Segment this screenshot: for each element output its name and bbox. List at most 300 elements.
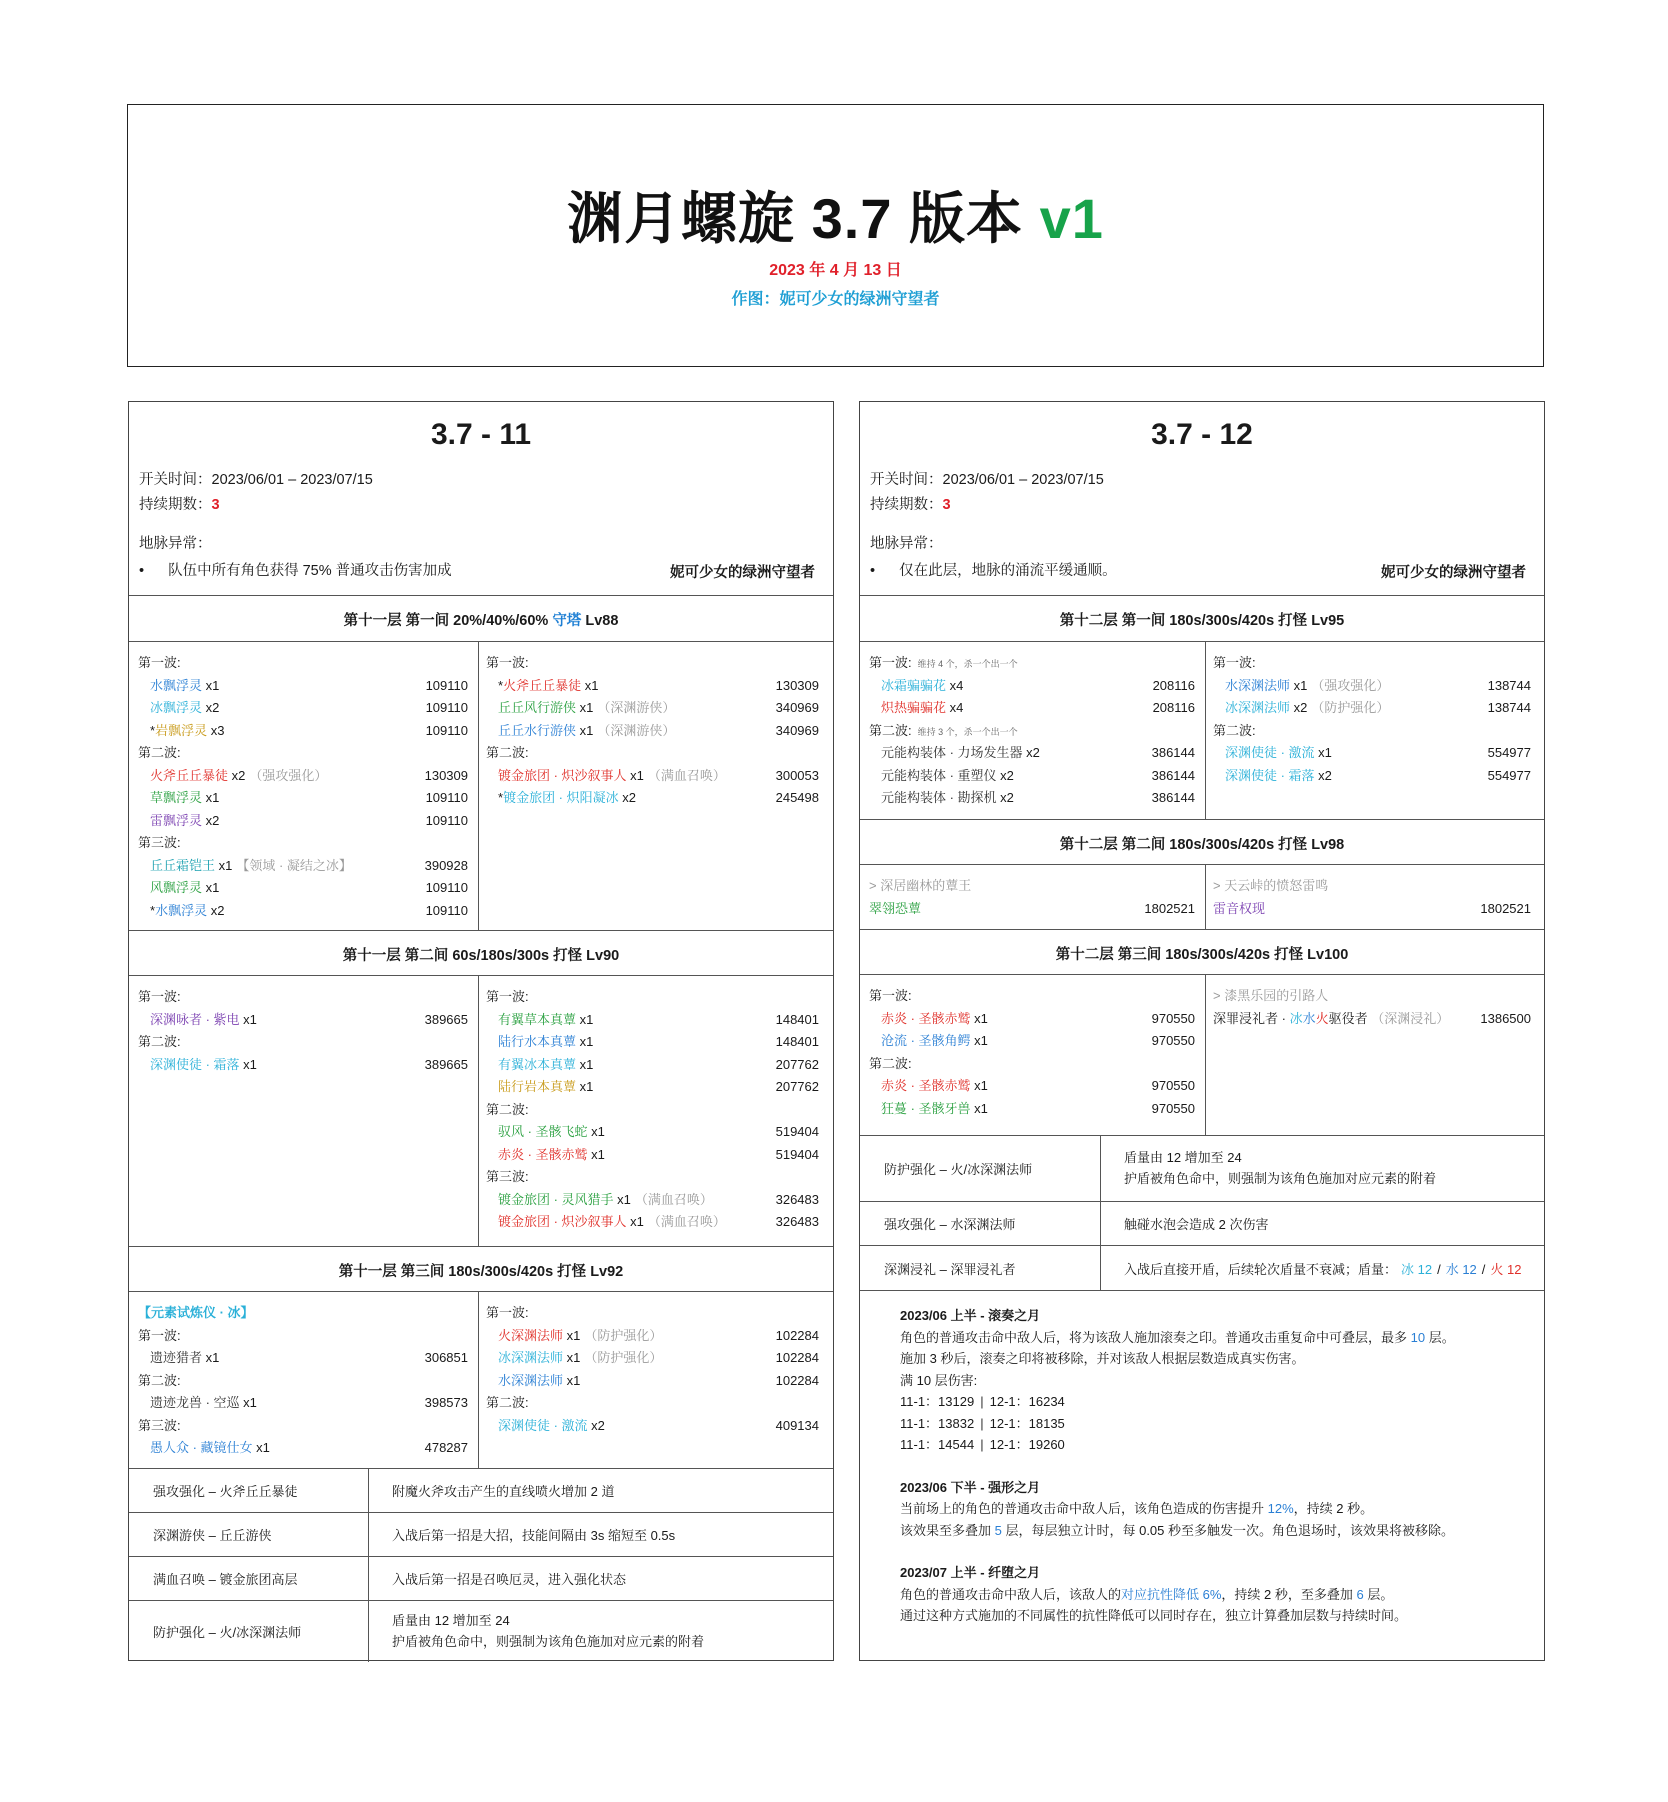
divider xyxy=(860,641,1544,642)
modifier-desc xyxy=(1124,1147,1436,1189)
enemy-count: x2 xyxy=(996,790,1014,805)
desc-line xyxy=(1124,1147,1436,1168)
enemy-note xyxy=(605,1124,609,1139)
enemy-row xyxy=(138,1009,468,1032)
chamber-12-3-title: 第十二层 第三间 180s/300s/420s 打怪 Lv100 xyxy=(1055,947,1349,963)
title-version: v1 xyxy=(1039,187,1104,250)
enemy-count: x1 xyxy=(252,1440,270,1455)
modifier-row xyxy=(129,1512,833,1556)
floor-11-panel xyxy=(128,401,834,1661)
desc-line xyxy=(1124,1259,1522,1280)
signature: 妮可少女的绿洲守望者 xyxy=(1381,565,1526,581)
wave-text: 第二波: xyxy=(869,722,912,738)
enemy-note xyxy=(988,1101,992,1116)
wave-label xyxy=(486,652,819,675)
shield-ice: 冰 12 xyxy=(1401,1261,1433,1277)
t: 层。 xyxy=(1363,1586,1394,1602)
divider xyxy=(129,641,833,642)
enemy-note xyxy=(1332,745,1336,760)
enemy-count: x1 xyxy=(563,1350,581,1365)
divider xyxy=(478,1291,479,1468)
enemy-count: x1 xyxy=(970,1033,988,1048)
sep: | xyxy=(980,1394,984,1409)
enemy-hp: 109110 xyxy=(425,722,468,738)
enemy-name: 火斧丘丘暴徒 xyxy=(150,767,229,783)
enemy-name: 冰霜骗骗花 xyxy=(881,677,947,693)
damage-row xyxy=(900,1391,1540,1413)
enemy-note xyxy=(988,1033,992,1048)
t: 该效果至多叠加 xyxy=(900,1522,995,1538)
enemy-row xyxy=(486,697,819,720)
open-label: 开关时间： xyxy=(870,472,943,488)
enemy-hp: 109110 xyxy=(425,790,468,805)
enemy-row xyxy=(869,675,1195,698)
enemy-name: 水深渊法师 xyxy=(1225,677,1291,693)
modifier-name: 强攻强化 – 水深渊法师 xyxy=(884,1217,1016,1232)
enemy-note xyxy=(224,903,228,918)
wave-label xyxy=(138,1325,468,1348)
enemy-hp: 970550 xyxy=(1151,1033,1195,1048)
modifier-row xyxy=(129,1556,833,1600)
modifier-row xyxy=(860,1245,1544,1290)
ley-item xyxy=(870,561,1117,581)
t: 角色的普通攻击命中敌人后，将为该敌人施加滚奏之印。普通攻击重复命中可叠层，最多 xyxy=(900,1329,1411,1345)
desc-text: 盾量由 12 增加至 24 xyxy=(392,1613,510,1628)
enemy-count: x2 xyxy=(1022,745,1040,760)
enemy-count: x2 xyxy=(207,902,225,918)
enemy-note xyxy=(219,700,223,715)
enemy-count: x4 xyxy=(946,700,964,715)
enemy-note xyxy=(593,1034,597,1049)
fire-mark: 火 xyxy=(1315,1010,1329,1026)
damage-row xyxy=(900,1434,1540,1456)
enemy-note xyxy=(636,790,640,805)
wave-label xyxy=(869,985,1195,1008)
wave-text: 第一波: xyxy=(486,989,529,1004)
modifier-desc xyxy=(392,1610,704,1652)
modifier-name: 深渊浸礼 – 深罪浸礼者 xyxy=(884,1261,1016,1277)
t: 当前场上的角色的普通攻击命中敌人后，该角色造成的伤害提升 xyxy=(900,1501,1268,1516)
enemy-name: 丘丘水行游侠 xyxy=(498,722,577,738)
enemy-count: x2 xyxy=(228,767,246,783)
enemy-row xyxy=(486,765,819,788)
modifier-name: 防护强化 – 火/冰深渊法师 xyxy=(153,1625,302,1640)
enemy-note xyxy=(257,1057,261,1072)
enemy-row xyxy=(869,1008,1195,1031)
enemy-note xyxy=(257,1395,261,1410)
shield-fire: 火 12 xyxy=(1490,1261,1522,1277)
chamber-12-2-left xyxy=(869,875,1195,920)
divider xyxy=(129,930,833,931)
enemy-note xyxy=(580,1373,584,1388)
enemy-row xyxy=(486,1325,819,1348)
chamber-11-2-left xyxy=(138,986,468,1076)
enemy-name: 火斧丘丘暴徒 xyxy=(503,677,582,693)
dur-value: 3 xyxy=(211,497,220,513)
ley-text: 队伍中所有角色获得 75% 普通攻击伤害加成 xyxy=(168,563,452,579)
desc-text: 附魔火斧攻击产生的直线喷火增加 2 道 xyxy=(392,1484,615,1499)
bullet: • xyxy=(870,563,876,579)
enemy-note: （深渊浸礼） xyxy=(1371,1010,1450,1026)
boss-subtitle: > 漆黑乐园的引路人 xyxy=(1213,988,1329,1003)
enemy-count: x1 xyxy=(215,857,233,873)
enemy-count: x1 xyxy=(587,1146,605,1162)
wave-label xyxy=(138,1031,468,1054)
open-label: 开关时间： xyxy=(139,472,212,488)
enemy-hp: 102284 xyxy=(775,1372,819,1388)
desc-text: 入战后第一招是召唤厄灵，进入强化状态 xyxy=(392,1572,627,1587)
dur-value: 3 xyxy=(942,497,951,513)
enemy-count: x2 xyxy=(202,812,220,828)
enemy-name: 雷飘浮灵 xyxy=(150,812,203,828)
divider xyxy=(860,974,1544,975)
enemy-count: x1 xyxy=(576,722,594,738)
enemy-hp: 109110 xyxy=(425,902,468,918)
bullet: • xyxy=(139,563,145,579)
enemy-hp: 340969 xyxy=(775,700,819,715)
enemy-count: x2 xyxy=(618,790,636,805)
dmg-12: 12-1：16234 xyxy=(989,1394,1065,1409)
wave-label xyxy=(486,742,819,765)
signature: 妮可少女的绿洲守望者 xyxy=(670,565,815,581)
desc-line xyxy=(392,1569,626,1590)
moon-blessings xyxy=(900,1305,1540,1627)
wave-text: 第二波: xyxy=(1213,722,1256,738)
enemy-note: （满血召唤） xyxy=(647,1214,726,1229)
enemy-note xyxy=(257,1012,261,1027)
enemy-hp: 554977 xyxy=(1487,767,1531,783)
enemy-count: x1 xyxy=(970,1078,988,1093)
ley-text: 仅在此层，地脉的涌流平缓通顺。 xyxy=(899,563,1117,579)
enemy-note xyxy=(270,1440,274,1455)
enemy-row xyxy=(486,1009,819,1032)
moon-1-line-2: 施加 3 秒后，滚奏之印将被移除，并对该敌人根据层数造成真实伤害。 xyxy=(900,1351,1305,1366)
open-time xyxy=(870,470,1104,490)
enemy-row xyxy=(486,1121,819,1144)
modifier-name: 满血召唤 – 镀金旅团高层 xyxy=(153,1572,298,1587)
modifier-desc xyxy=(392,1569,626,1590)
enemy-count: x1 xyxy=(576,1034,594,1049)
enemy-count: x1 xyxy=(239,1395,257,1410)
enemy-count: x1 xyxy=(563,1327,581,1343)
enemy-note xyxy=(593,1079,597,1094)
t-num: 6 xyxy=(1356,1586,1364,1602)
desc-text: 入战后第一招是大招，技能间隔由 3s 缩短至 0.5s xyxy=(392,1528,676,1543)
enemy-row xyxy=(486,1031,819,1054)
open-value: 2023/06/01 – 2023/07/15 xyxy=(211,472,373,488)
enemy-name: 冰飘浮灵 xyxy=(150,700,203,715)
enemy-name-end: 驱役者 xyxy=(1328,1010,1368,1026)
chamber-11-1-left xyxy=(138,652,468,922)
modifier-name: 深渊游侠 – 丘丘游侠 xyxy=(153,1528,272,1543)
divider xyxy=(860,864,1544,865)
t: 角色的普通攻击命中敌人后，该敌人的 xyxy=(900,1586,1122,1602)
enemy-note xyxy=(963,678,967,693)
chamber-11-2-title: 第十一层 第二间 60s/180s/300s 打怪 Lv90 xyxy=(342,948,620,964)
enemy-hp: 306851 xyxy=(424,1350,468,1365)
enemy-row xyxy=(869,898,1195,921)
enemy-star: * xyxy=(498,790,504,805)
enemy-name: 陆行水本真蕈 xyxy=(498,1034,577,1049)
enemy-row xyxy=(138,765,468,788)
wave-text: 第一波: xyxy=(486,655,529,670)
enemy-count: x1 xyxy=(576,700,594,715)
enemy-count: x4 xyxy=(946,677,964,693)
enemy-note xyxy=(224,723,228,738)
divider xyxy=(860,929,1544,930)
divider xyxy=(1205,864,1206,929)
enemy-count: x1 xyxy=(613,1191,631,1207)
modifier-name: 防护强化 – 火/冰深渊法师 xyxy=(884,1162,1033,1177)
t-b: 守塔 xyxy=(552,613,582,629)
enemy-row xyxy=(1213,742,1531,765)
modifier-row xyxy=(129,1468,833,1512)
enemy-name: 深罪浸礼者 · xyxy=(1213,1010,1290,1026)
enemy-name: 镀金旅团 · 炽沙叙事人 xyxy=(498,767,627,783)
divider xyxy=(1205,974,1206,1135)
enemy-count: x1 xyxy=(576,1011,594,1027)
wave-label xyxy=(138,832,468,855)
enemy-note xyxy=(593,1057,597,1072)
floor-12-panel xyxy=(859,401,1545,1661)
header-date: 2023 年 4 月 13 日 xyxy=(769,262,902,279)
enemy-note xyxy=(1014,790,1018,805)
ice-mark: 冰 xyxy=(1289,1010,1303,1026)
enemy-row xyxy=(869,742,1195,765)
wave-label xyxy=(138,652,468,675)
enemy-note xyxy=(219,1350,223,1365)
chamber-12-3-left xyxy=(869,985,1195,1120)
enemy-note xyxy=(605,1418,609,1433)
t: ，持续 2 秒，至多叠加 xyxy=(1221,1586,1357,1602)
enemy-row xyxy=(1213,765,1531,788)
enemy-row xyxy=(486,720,819,743)
enemy-name: 陆行岩本真蕈 xyxy=(498,1079,577,1094)
enemy-row xyxy=(138,787,468,810)
enemy-row xyxy=(138,720,468,743)
chamber-12-2-title: 第十二层 第二间 180s/300s/420s 打怪 Lv98 xyxy=(1059,837,1345,853)
wave-label xyxy=(1213,652,1531,675)
dmg-12: 12-1：19260 xyxy=(989,1437,1065,1452)
enemy-hp: 398573 xyxy=(424,1395,468,1410)
desc-text: 触碰水泡会造成 2 次伤害 xyxy=(1124,1217,1269,1232)
enemy-hp: 519404 xyxy=(775,1146,819,1162)
enemy-name: 水飘浮灵 xyxy=(155,902,208,918)
enemy-name: 水飘浮灵 xyxy=(150,677,203,693)
page-title xyxy=(128,175,1543,255)
enemy-row xyxy=(486,1347,819,1370)
enemy-hp: 1802521 xyxy=(1480,900,1531,916)
enemy-note: （深渊游侠） xyxy=(597,722,676,738)
wave-text: 第一波: xyxy=(138,1327,181,1343)
enemy-name: 深渊使徒 · 激流 xyxy=(498,1417,588,1433)
enemy-hp: 478287 xyxy=(424,1440,468,1455)
enemy-row xyxy=(138,855,468,878)
enemy-row xyxy=(869,787,1195,810)
enemy-hp: 389665 xyxy=(424,1011,468,1027)
enemy-name: 元能构装体 · 力场发生器 xyxy=(881,745,1023,760)
enemy-count: x1 xyxy=(239,1056,257,1072)
dur-label: 持续期数： xyxy=(870,497,943,513)
enemy-row xyxy=(138,1392,468,1415)
enemy-hp: 386144 xyxy=(1151,767,1195,783)
enemy-hp: 130309 xyxy=(775,677,819,693)
wave-text: 第二波: xyxy=(486,1395,529,1410)
enemy-count: x1 xyxy=(626,767,644,783)
enemy-hp: 300053 xyxy=(775,767,819,783)
wave-label xyxy=(486,1302,819,1325)
t: 层。 xyxy=(1425,1329,1455,1345)
enemy-row xyxy=(486,1189,819,1212)
modifier-desc xyxy=(1124,1259,1522,1280)
enemy-name: 深渊咏者 · 紫电 xyxy=(150,1011,240,1027)
enemy-note xyxy=(605,1147,609,1162)
enemy-name: 愚人众 · 藏镜仕女 xyxy=(150,1440,253,1455)
wave-text: 第一波: xyxy=(486,1305,529,1320)
enemy-name: 水深渊法师 xyxy=(498,1372,564,1388)
t-hl: 对应抗性降低 6% xyxy=(1121,1586,1222,1602)
chamber-12-1-title: 第十二层 第一间 180s/300s/420s 打怪 Lv95 xyxy=(1059,613,1345,629)
wave-label xyxy=(486,1099,819,1122)
moon-1-line-3: 满 10 层伤害: xyxy=(900,1372,978,1388)
enemy-note xyxy=(988,1078,992,1093)
moon-1-line xyxy=(900,1327,1540,1349)
moon-2-line xyxy=(900,1498,1540,1520)
t-num: 12% xyxy=(1267,1501,1294,1516)
enemy-name: 驭风 · 圣骸飞蛇 xyxy=(498,1124,588,1139)
enemy-name: 沧流 · 圣骸角鳄 xyxy=(881,1033,971,1048)
divider xyxy=(860,1290,1544,1291)
enemy-hp: 245498 xyxy=(775,790,819,805)
divider xyxy=(129,595,833,596)
enemy-count: x1 xyxy=(202,880,220,895)
enemy-hp: 109110 xyxy=(425,700,468,715)
enemy-row xyxy=(486,1076,819,1099)
enemy-count: x1 xyxy=(626,1214,644,1229)
wave-label xyxy=(138,1370,468,1393)
enemy-name: 元能构装体 · 重塑仪 xyxy=(881,767,997,783)
enemy-note xyxy=(219,790,223,805)
duration xyxy=(870,495,951,515)
enemy-hp: 109110 xyxy=(425,677,468,693)
enemy-count: x2 xyxy=(996,767,1014,783)
chamber-11-1-right xyxy=(486,652,819,810)
t: 层，每层独立计时，每 0.05 秒至多触发一次。角色退场时，该效果将被移除。 xyxy=(1001,1522,1454,1538)
desc-line xyxy=(392,1481,614,1502)
modifier-desc xyxy=(1124,1214,1268,1235)
enemy-row xyxy=(869,1030,1195,1053)
enemy-count: x1 xyxy=(202,677,220,693)
enemy-row xyxy=(486,787,819,810)
enemy-count: x1 xyxy=(576,1056,594,1072)
trial-name: 【元素试炼仪 · 冰】 xyxy=(138,1305,254,1320)
enemy-name: 镀金旅团 · 灵风猎手 xyxy=(498,1191,614,1207)
t-a: 第十一层 第一间 20%/40%/60% xyxy=(343,613,553,629)
t-num: 10 xyxy=(1410,1329,1426,1345)
enemy-name: 赤炎 · 圣骸赤鹫 xyxy=(881,1010,971,1026)
desc-line xyxy=(392,1610,704,1631)
desc-line-2: 护盾被角色命中，则强制为该角色施加对应元素的附着 xyxy=(1124,1171,1437,1186)
wave-label xyxy=(138,742,468,765)
enemy-star: * xyxy=(150,722,156,738)
enemy-note xyxy=(988,1011,992,1026)
enemy-hp: 970550 xyxy=(1151,1010,1195,1026)
ley-label: 地脉异常： xyxy=(870,536,943,552)
enemy-count: x1 xyxy=(970,1100,988,1116)
enemy-name: 赤炎 · 圣骸赤鹫 xyxy=(498,1146,588,1162)
chamber-11-3-right xyxy=(486,1302,819,1437)
enemy-name: 丘丘霜铠王 xyxy=(150,857,216,873)
enemy-count: x1 xyxy=(576,1079,594,1094)
enemy-row xyxy=(486,1370,819,1393)
enemy-note: （强攻强化） xyxy=(249,767,328,783)
enemy-hp: 148401 xyxy=(775,1034,819,1049)
enemy-hp: 102284 xyxy=(775,1350,819,1365)
slash: / xyxy=(1437,1261,1441,1277)
enemy-count: x2 xyxy=(587,1417,605,1433)
desc-line-2: 护盾被角色命中，则强制为该角色施加对应元素的附着 xyxy=(392,1634,705,1649)
wave-text: 第二波: xyxy=(138,745,181,760)
desc-text: 入战后直接开盾，后续轮次盾量不衰减；盾量： xyxy=(1124,1261,1398,1277)
slash: / xyxy=(1481,1261,1486,1277)
enemy-hp: 1802521 xyxy=(1144,900,1195,916)
enemy-name: 狂蔓 · 圣骸牙兽 xyxy=(881,1100,971,1116)
wave-text: 第三波: xyxy=(486,1169,529,1184)
enemy-hp: 326483 xyxy=(775,1191,819,1207)
wave-text: 第二波: xyxy=(869,1055,912,1071)
enemy-hp: 340969 xyxy=(775,722,819,738)
enemy-name: 有翼冰本真蕈 xyxy=(498,1056,577,1072)
enemy-row xyxy=(486,1211,819,1234)
enemy-hp: 138744 xyxy=(1487,700,1531,715)
moon-3-title: 2023/07 上半 - 纤堕之月 xyxy=(900,1565,1041,1580)
dur-label: 持续期数： xyxy=(139,497,212,513)
enemy-note xyxy=(1040,745,1044,760)
enemy-row xyxy=(486,1054,819,1077)
enemy-row xyxy=(138,675,468,698)
enemy-name: 冰深渊法师 xyxy=(498,1350,564,1365)
chamber-11-1-title xyxy=(129,609,833,630)
enemy-row xyxy=(869,1098,1195,1121)
enemy-name: 元能构装体 · 勘探机 xyxy=(881,790,997,805)
divider xyxy=(1205,641,1206,819)
enemy-row xyxy=(138,877,468,900)
enemy-count: x1 xyxy=(1290,677,1308,693)
enemy-hp: 970550 xyxy=(1151,1078,1195,1093)
divider xyxy=(478,975,479,1246)
wave-text: 第一波: xyxy=(138,989,181,1004)
enemy-note: （强攻强化） xyxy=(1311,677,1390,693)
enemy-row xyxy=(869,1075,1195,1098)
open-value: 2023/06/01 – 2023/07/15 xyxy=(942,472,1104,488)
ley-item xyxy=(139,561,452,581)
enemy-note xyxy=(963,700,967,715)
enemy-row xyxy=(1213,1008,1531,1031)
enemy-count: x2 xyxy=(1290,700,1308,715)
wave-label xyxy=(869,652,1195,675)
enemy-name: 雷音权现 xyxy=(1213,900,1266,916)
enemy-hp: 208116 xyxy=(1152,677,1195,693)
enemy-note xyxy=(593,1012,597,1027)
enemy-hp: 207762 xyxy=(775,1079,819,1094)
enemy-row xyxy=(138,810,468,833)
enemy-row xyxy=(138,1347,468,1370)
enemy-hp: 102284 xyxy=(775,1327,819,1343)
enemy-hp: 109110 xyxy=(425,812,468,828)
trial-title xyxy=(138,1302,468,1325)
enemy-name: 深渊使徒 · 霜落 xyxy=(150,1056,240,1072)
enemy-name: 镀金旅团 · 炽阳凝冰 xyxy=(503,790,619,805)
